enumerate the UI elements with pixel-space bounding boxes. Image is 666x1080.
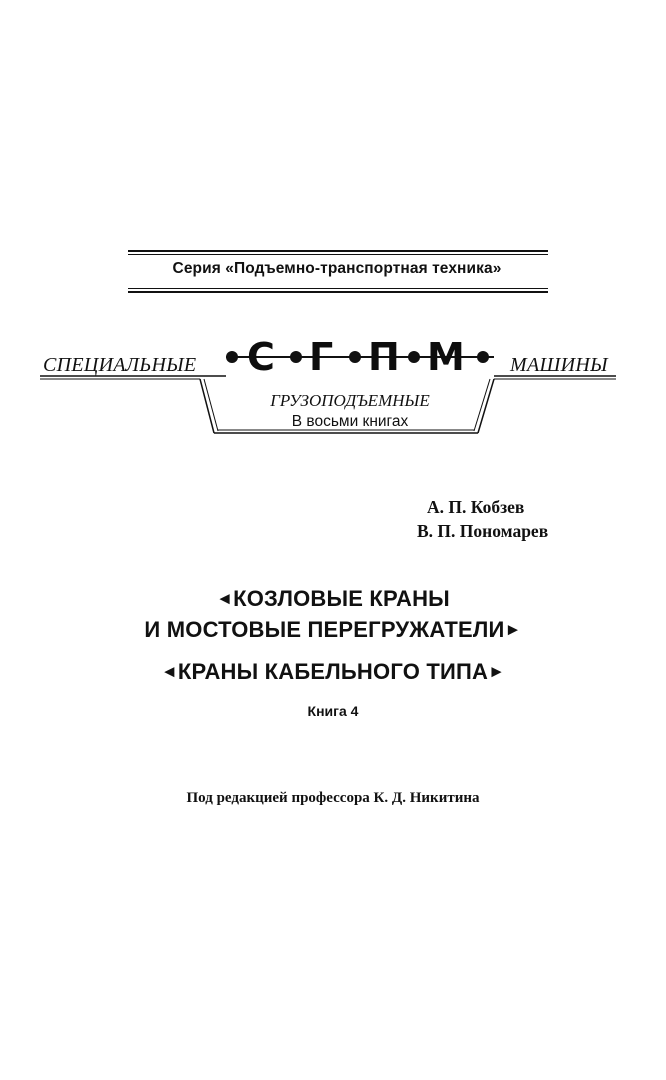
title-close-mark: ► [488, 662, 506, 681]
series-title: Серия «Подъемно-транспортная техника» [172, 260, 502, 277]
title-close-mark: ► [504, 620, 522, 639]
logo-word-right: МАШИНЫ [510, 354, 608, 376]
series-rule-top-thin [128, 254, 548, 255]
logo-word-left: СПЕЦИАЛЬНЫЕ [43, 354, 197, 376]
editor-credit: Под редакцией профессора К. Д. Никитина [186, 790, 480, 806]
book-title-text: И МОСТОВЫЕ ПЕРЕГРУЖАТЕЛИ [144, 617, 505, 642]
logo-letter: Г [309, 335, 334, 379]
author-name: А. П. Кобзев [427, 497, 525, 517]
series-rule-bottom [128, 291, 548, 293]
book-title-text: КОЗЛОВЫЕ КРАНЫ [233, 586, 450, 611]
logo-letter: С [247, 335, 275, 379]
book-title-line-1 [0, 586, 666, 612]
logo-books-note: В восьми книгах [291, 413, 409, 430]
book-number: Книга 4 [307, 703, 359, 719]
book-title-text: КРАНЫ КАБЕЛЬНОГО ТИПА [177, 659, 489, 684]
title-open-mark: ◄ [160, 662, 178, 681]
logo-letter: П [368, 335, 400, 379]
series-rule-bottom-thin [128, 288, 548, 289]
book-title-line-2 [0, 617, 666, 643]
title-open-mark: ◄ [216, 589, 234, 608]
logo-letter: М [427, 335, 465, 379]
author-name: В. П. Пономарев [417, 521, 549, 541]
series-rule-top [128, 250, 548, 252]
logo-subtitle: ГРУЗОПОДЪЕМНЫЕ [270, 391, 430, 410]
book-title-line-3 [0, 659, 666, 685]
